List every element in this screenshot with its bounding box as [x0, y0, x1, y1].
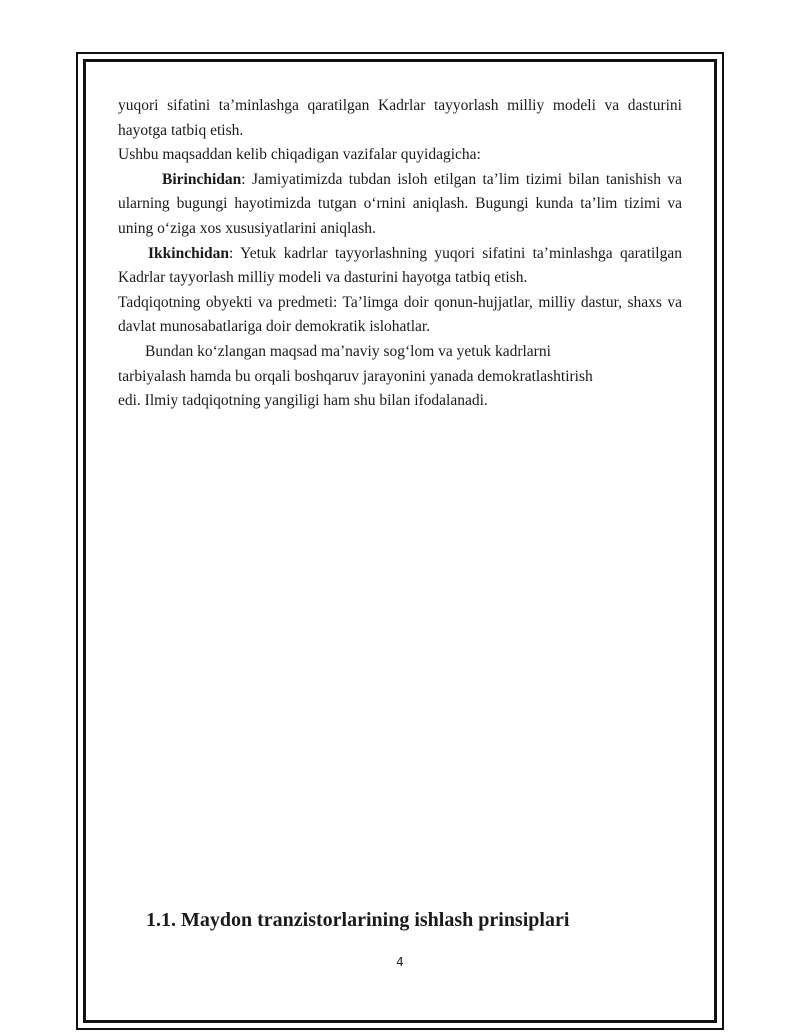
second-task-text: : Yetuk kadrlar tayyorlashning yuqori sifatini ta’minlashga qaratilgan Kadrlar tayyorlash milliy modeli va dasturini hayotga tatbiq etish.: [118, 244, 682, 287]
page-number: 4: [396, 955, 404, 969]
paragraph-research-object: Tadqiqotning obyekti va predmeti: Ta’limga doir qonun-hujjatlar, milliy dastur, shaxs va davlat munosabatlariga doir demokratik islohatlar.: [118, 293, 682, 336]
first-task-label: Birinchidan: [162, 170, 242, 188]
paragraph-goal-line-3: edi. Ilmiy tadqiqotning yangiligi ham shu bilan ifodalanadi.: [118, 392, 488, 410]
paragraph-continuation: yuqori sifatini ta’minlashga qaratilgan Kadrlar tayyorlash milliy modeli va dasturini hayotga tatbiq etish.: [118, 97, 682, 139]
document-body: [118, 94, 682, 414]
paragraph-goal-line-2: tarbiyalash hamda bu orqali boshqaruv jarayonini yanada demokratlashtirish: [118, 367, 593, 385]
second-task-label: Ikkinchidan: [148, 244, 229, 262]
paragraph-tasks-intro: Ushbu maqsaddan kelib chiqadigan vazifalar quyidagicha:: [118, 146, 481, 164]
paragraph-second-task: [118, 242, 682, 291]
paragraph-first-task: [118, 168, 682, 242]
section-heading: 1.1. Maydon tranzistorlarining ishlash prinsiplari: [146, 909, 570, 931]
first-task-text: : Jamiyatimizda tubdan isloh etilgan ta’lim tizimi bilan tanishish va ularning bugungi hayotimizda tutgan o‘rnini aniqlash. Bugungi kunda ta’lim tizimi va uning o‘ziga xos xususiyatlarini aniqlash.: [118, 170, 682, 237]
paragraph-goal-line-1: Bundan ko‘zlangan maqsad ma’naviy sog‘lom va yetuk kadrlarni: [145, 342, 551, 360]
